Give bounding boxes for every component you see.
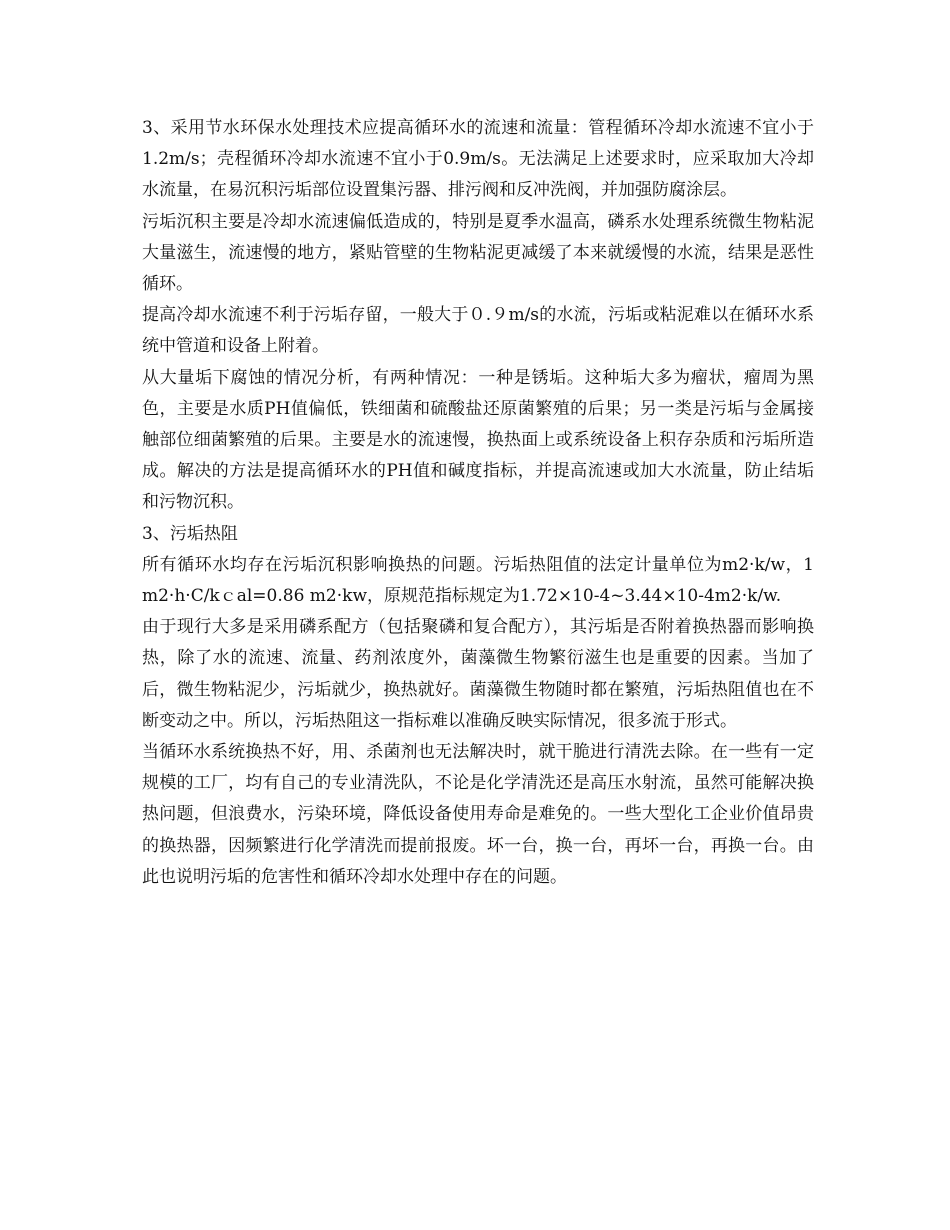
paragraph-fouling-cause: 污垢沉积主要是冷却水流速偏低造成的，特别是夏季水温高，磷系水处理系统微生物粘泥大量滋生，流速慢的地方，紧贴管壁的生物粘泥更减缓了本来就缓慢的水流，结果是恶性循环。 — [142, 211, 814, 295]
section-heading-fouling-resistance: 3、污垢热阻 — [142, 523, 238, 544]
document-body — [142, 113, 814, 893]
paragraph-fouling-resistance-units: 所有循环水均存在污垢沉积影响换热的问题。污垢热阻值的法定计量单位为m2·k/w，1 m2·h·C/kｃal=0.86 m2·kw，原规范指标规定为1.72×10-4~3.44×10-4m2·k/w. — [142, 554, 814, 607]
paragraph-raise-velocity: 提高冷却水流速不利于污垢存留，一般大于０.９m/s的水流，污垢或粘泥难以在循环水系统中管道和设备上附着。 — [142, 305, 814, 357]
paragraph-phosphate-formula: 由于现行大多是采用磷系配方（包括聚磷和复合配方），其污垢是否附着换热器而影响换热，除了水的流速、流量、药剂浓度外，菌藻微生物繁衍滋生也是重要的因素。当加了后，微生物粘泥少，污垢就少，换热就好。菌藻微生物随时都在繁殖，污垢热阻值也在不断变动之中。所以，污垢热阻这一指标难以准确反映实际情况，很多流于形式。 — [142, 617, 814, 731]
paragraph-under-deposit-corrosion: 从大量垢下腐蚀的情况分析，有两种情况：一种是锈垢。这种垢大多为瘤状，瘤周为黑色，主要是水质PH值偏低，铁细菌和硫酸盐还原菌繁殖的后果；另一类是污垢与金属接触部位细菌繁殖的后果。主要是水的流速慢，换热面上或系统设备上积存杂质和污垢所造成。解决的方法是提高循环水的PH值和碱度指标，并提高流速或加大水流量，防止结垢和污物沉积。 — [142, 367, 814, 513]
paragraph-cleaning: 当循环水系统换热不好，用、杀菌剂也无法解决时，就干脆进行清洗去除。在一些有一定规模的工厂，均有自己的专业清洗队，不论是化学清洗还是高压水射流，虽然可能解决换热问题，但浪费水，污染环境，降低设备使用寿命是难免的。一些大型化工企业价值昂贵的换热器，因频繁进行化学清洗而提前报废。坏一台，换一台，再坏一台，再换一台。由此也说明污垢的危害性和循环冷却水处理中存在的问题。 — [142, 742, 814, 887]
paragraph-flow-velocity: 3、采用节水环保水处理技术应提高循环水的流速和流量：管程循环冷却水流速不宜小于1.2m/s；壳程循环冷却水流速不宜小于0.9m/s。无法满足上述要求时，应采取加大冷却水流量，在易沉积污垢部位设置集污器、排污阀和反冲洗阀，并加强防腐涂层。 — [142, 118, 814, 201]
